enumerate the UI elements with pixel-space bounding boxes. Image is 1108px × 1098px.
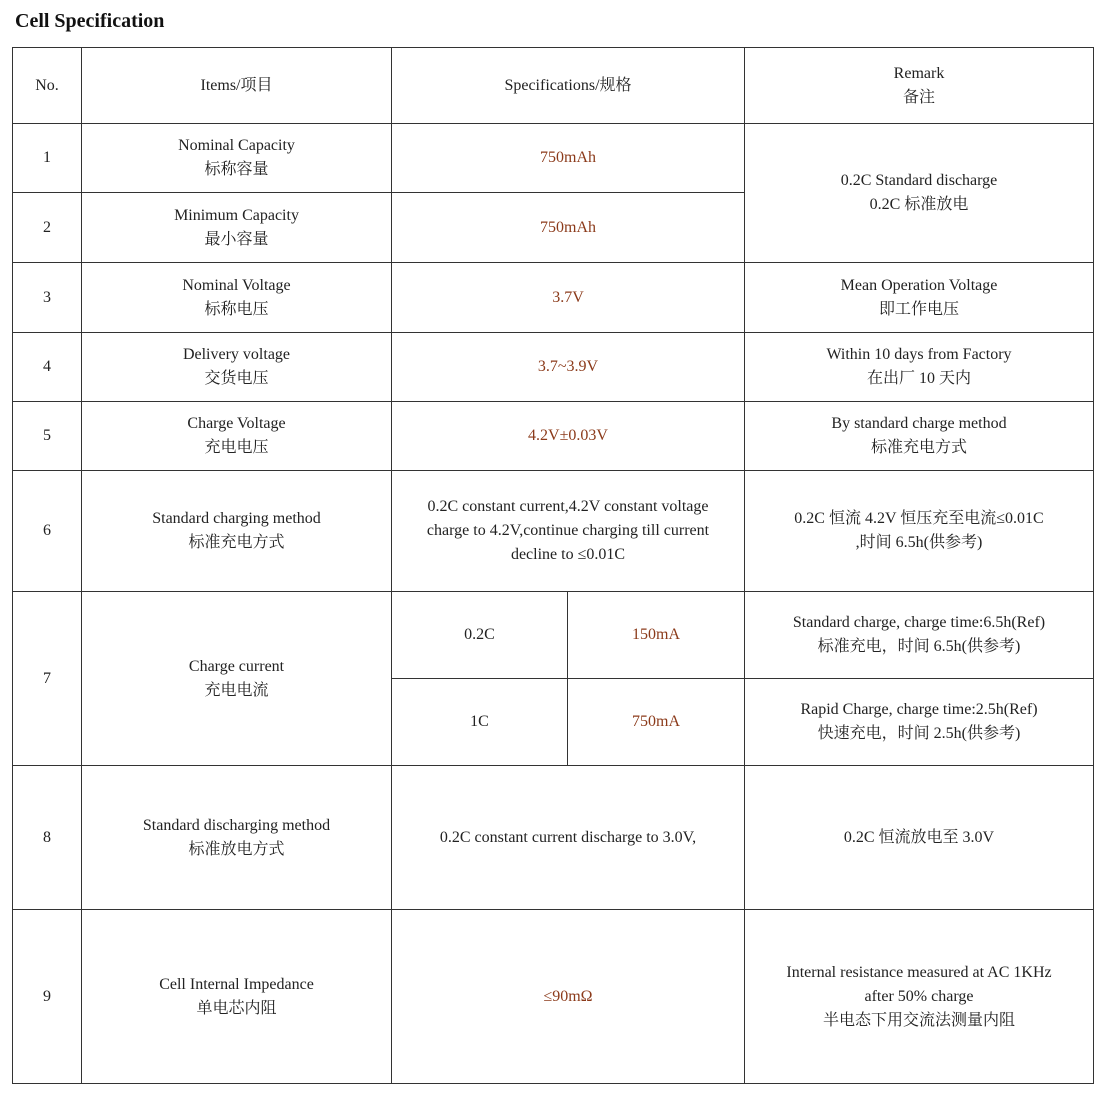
spec-line: decline to ≤0.01C [510, 546, 626, 563]
row-remark [745, 263, 1094, 333]
item-cn: 标准充电方式 [188, 534, 285, 551]
cell-spec-table [12, 47, 1094, 1084]
item-en: Nominal Voltage [182, 276, 291, 294]
remark-line: ,时间 6.5h(供参考) [855, 534, 983, 551]
remark-cn: 快速充电，时间 2.5h(供参考) [817, 725, 1021, 742]
row-remark [745, 124, 1094, 263]
table-row [13, 910, 1094, 1084]
row-spec: 3.7~3.9V [392, 333, 745, 402]
table-row [13, 124, 1094, 193]
header-specs: Specifications/规格 [392, 48, 745, 124]
table-row [13, 263, 1094, 333]
row-item [82, 193, 392, 263]
row-spec: ≤90mΩ [392, 910, 745, 1084]
table-row [13, 333, 1094, 402]
remark-en: By standard charge method [831, 415, 1007, 432]
row-spec [392, 471, 745, 592]
remark-cn: 0.2C 标准放电 [869, 196, 969, 213]
remark-en: Standard charge, charge time:6.5h(Ref) [792, 614, 1046, 631]
row-item [82, 766, 392, 910]
row-spec: 750mAh [392, 124, 745, 193]
item-cn: 充电电流 [204, 681, 269, 699]
item-en: Standard charging method [152, 510, 321, 527]
header-remark-en: Remark [893, 64, 945, 82]
table-row [13, 402, 1094, 471]
item-cn: 交货电压 [204, 370, 269, 387]
remark-en: 0.2C Standard discharge [840, 172, 998, 189]
charge-current-value: 150mA [568, 592, 745, 679]
item-en: Charge Voltage [187, 415, 286, 432]
remark-cn: 在出厂 10 天内 [866, 370, 971, 387]
table-row [13, 766, 1094, 910]
remark-line: 半电态下用交流法测量内阻 [822, 1011, 1015, 1029]
row-no: 4 [13, 333, 82, 402]
item-en: Charge current [188, 657, 285, 675]
header-remark [745, 48, 1094, 124]
remark-line: after 50% charge [864, 987, 974, 1005]
row-spec: 4.2V±0.03V [392, 402, 745, 471]
table-header-row [13, 48, 1094, 124]
remark-en: Rapid Charge, charge time:2.5h(Ref) [800, 701, 1038, 718]
item-cn: 标准放电方式 [188, 840, 285, 858]
remark-line: 0.2C 恒流 4.2V 恒压充至电流≤0.01C [794, 510, 1044, 527]
header-no: No. [13, 48, 82, 124]
row-item [82, 471, 392, 592]
table-row [13, 471, 1094, 592]
row-remark [745, 402, 1094, 471]
row-no: 9 [13, 910, 82, 1084]
remark-en: Mean Operation Voltage [840, 276, 998, 294]
charge-current-value: 750mA [568, 679, 745, 766]
row-no: 6 [13, 471, 82, 592]
item-cn: 最小容量 [204, 230, 269, 248]
spec-line: 0.2C constant current,4.2V constant voltage [427, 498, 709, 515]
row-item [82, 333, 392, 402]
row-no: 5 [13, 402, 82, 471]
item-cn: 充电电压 [204, 439, 269, 456]
remark-cn: 标准充电方式 [870, 439, 967, 456]
row-no: 3 [13, 263, 82, 333]
row-item [82, 402, 392, 471]
item-cn: 标称电压 [204, 300, 269, 318]
page-title: Cell Specification [15, 10, 165, 32]
row-remark [745, 592, 1094, 679]
item-en: Delivery voltage [182, 346, 291, 363]
row-item [82, 124, 392, 193]
row-item [82, 263, 392, 333]
row-spec: 3.7V [392, 263, 745, 333]
remark-cn: 标准充电，时间 6.5h(供参考) [817, 638, 1021, 655]
table-row [13, 592, 1094, 679]
remark-cn: 即工作电压 [878, 300, 959, 318]
row-item [82, 592, 392, 766]
row-no: 1 [13, 124, 82, 193]
item-en: Cell Internal Impedance [159, 975, 314, 993]
row-spec: 0.2C constant current discharge to 3.0V, [392, 766, 745, 910]
row-no: 2 [13, 193, 82, 263]
row-no: 7 [13, 592, 82, 766]
item-en: Nominal Capacity [178, 137, 295, 154]
row-remark [745, 333, 1094, 402]
row-item [82, 910, 392, 1084]
row-remark [745, 471, 1094, 592]
item-en: Standard discharging method [142, 816, 331, 834]
row-remark: 0.2C 恒流放电至 3.0V [745, 766, 1094, 910]
item-cn: 单电芯内阻 [196, 999, 277, 1017]
row-no: 8 [13, 766, 82, 910]
remark-line: Internal resistance measured at AC 1KHz [786, 963, 1052, 981]
item-en: Minimum Capacity [174, 206, 299, 224]
header-remark-cn: 备注 [902, 88, 935, 106]
charge-rate: 1C [392, 679, 568, 766]
item-cn: 标称容量 [204, 161, 269, 178]
row-remark [745, 679, 1094, 766]
spec-line: charge to 4.2V,continue charging till current [426, 522, 710, 539]
row-remark [745, 910, 1094, 1084]
charge-rate: 0.2C [392, 592, 568, 679]
remark-en: Within 10 days from Factory [826, 346, 1012, 363]
row-spec: 750mAh [392, 193, 745, 263]
header-items: Items/项目 [82, 48, 392, 124]
